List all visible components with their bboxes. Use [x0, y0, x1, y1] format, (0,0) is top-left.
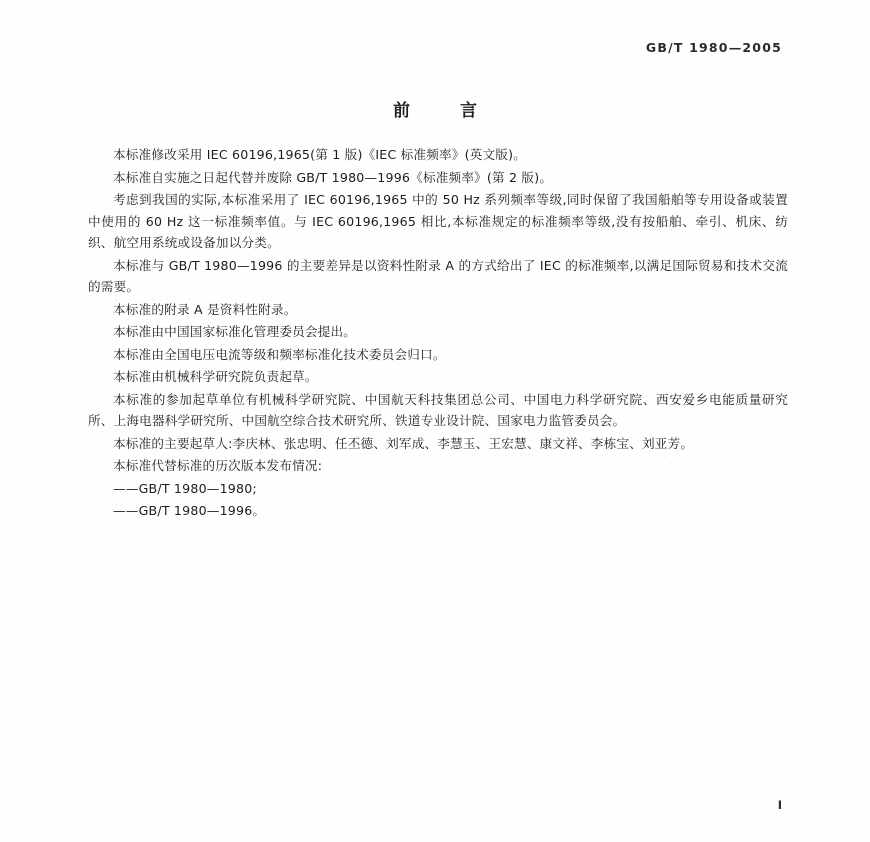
paragraph: 本标准代替标准的历次版本发布情况: [113, 458, 323, 473]
page-number: I [777, 798, 782, 812]
history-item: ——GB/T 1980—1996。 [113, 503, 266, 518]
paragraph: 本标准的参加起草单位有机械科学研究院、中国航天科技集团总公司、中国电力科学研究院、西安爱乡电能质量研究所、上海电器科学研究所、中国航空综合技术研究所、铁道专业设计院、国家电力监管委员会。 [88, 391, 788, 428]
page-title: 前 言 [393, 101, 499, 121]
document-body [88, 144, 788, 523]
paragraph: 本标准由机械科学研究院负责起草。 [113, 369, 318, 384]
paragraph: 本标准由中国国家标准化管理委员会提出。 [113, 324, 357, 339]
paragraph: 本标准的附录 A 是资料性附录。 [113, 301, 297, 317]
history-item: ——GB/T 1980—1980; [113, 480, 257, 496]
paragraph: 本标准由全国电压电流等级和频率标准化技术委员会归口。 [113, 346, 446, 362]
paragraph: 本标准与 GB/T 1980—1996 的主要差异是以资料性附录 A 的方式给出了 IEC 的标准频率,以满足国际贸易和技术交流的需要。 [88, 257, 788, 294]
paragraph: 考虑到我国的实际,本标准采用了 IEC 60196,1965 中的 50 Hz 系列频率等级,同时保留了我国船舶等专用设备或装置中使用的 60 Hz 这一标准频率值。与 IEC 60196,1965 相比,本标准规定的标准频率等级,没有按船舶、牵引、机床、纺织、航空用系统或设备加以分类。 [88, 192, 788, 250]
document-header-code: GB/T 1980—2005 [645, 40, 782, 55]
paragraph: 本标准修改采用 IEC 60196,1965(第 1 版)《IEC 标准频率》(英文版)。 [113, 147, 527, 162]
paragraph: 本标准自实施之日起代替并废除 GB/T 1980—1996《标准频率》(第 2 版)。 [113, 169, 553, 185]
paragraph: 本标准的主要起草人:李庆林、张忠明、任丕德、刘军成、李慧玉、王宏慧、康文祥、李栋宝、刘亚芳。 [113, 435, 694, 451]
